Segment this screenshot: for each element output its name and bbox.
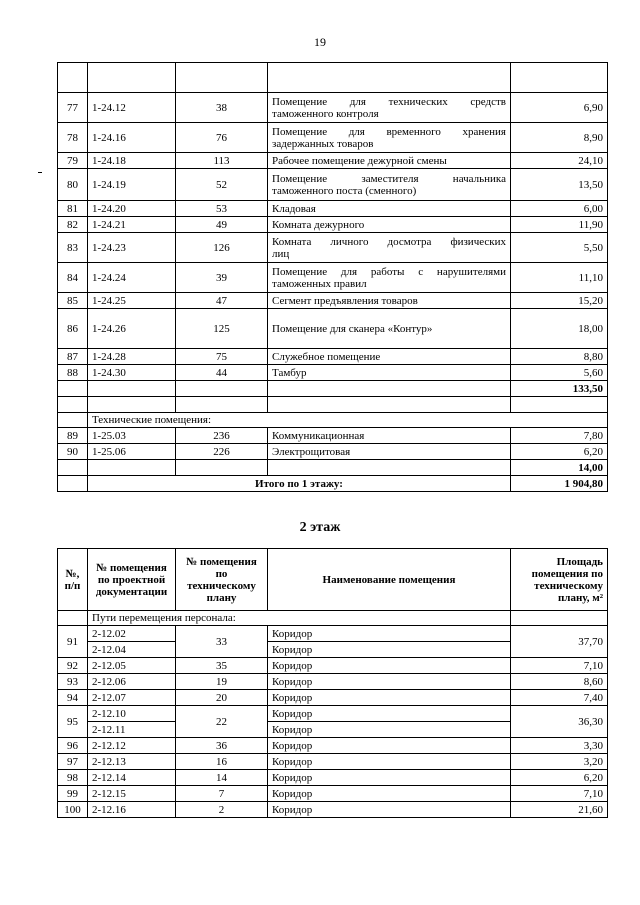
doc-room-number: 2-12.04 [88,642,176,658]
table-row [58,706,608,722]
total-label: Итого по 1 этажу: [88,476,511,492]
row-number: 77 [58,93,88,123]
room-area: 11,10 [511,263,608,293]
room-name-line: Комната личного досмотра физических [272,235,506,248]
row-number: 83 [58,233,88,263]
row-number: 97 [58,754,88,770]
tech-room-number: 125 [176,309,268,349]
empty-cell [58,381,88,397]
doc-room-number: 1-24.24 [88,263,176,293]
room-name [268,233,511,263]
row-number: 89 [58,428,88,444]
table-row [58,309,608,349]
total-value: 1 904,80 [511,476,608,492]
doc-room-number: 2-12.14 [88,770,176,786]
room-area: 11,90 [511,217,608,233]
tech-room-number: 7 [176,786,268,802]
header-tech-number: № помещения по техническому плану [176,549,268,611]
tech-room-number: 236 [176,428,268,444]
room-name: Коридор [268,786,511,802]
row-number: 86 [58,309,88,349]
room-name: Коридор [268,754,511,770]
table-row [58,444,608,460]
room-name: Коридор [268,770,511,786]
doc-room-number: 2-12.06 [88,674,176,690]
table-row [58,153,608,169]
table-row [58,428,608,444]
room-area: 6,00 [511,201,608,217]
doc-room-number: 1-24.19 [88,169,176,201]
subtotal-value: 133,50 [511,381,608,397]
empty-cell [88,460,176,476]
row-number: 78 [58,123,88,153]
room-area: 5,50 [511,233,608,263]
tech-room-number: 35 [176,658,268,674]
floor2-heading: 2 этаж [299,520,341,535]
room-name: Коридор [268,674,511,690]
total-row [58,476,608,492]
doc-room-number: 2-12.10 [88,706,176,722]
table-row [58,754,608,770]
doc-room-number: 1-24.23 [88,233,176,263]
empty-cell [268,63,511,93]
room-name: Коммуникационная [268,428,511,444]
room-name-line: лиц [272,247,290,260]
room-name [268,153,511,169]
empty-cell [58,63,88,93]
room-name-line: задержанных товаров [272,137,374,150]
table-row [58,93,608,123]
room-name: Коридор [268,802,511,818]
row-number: 91 [58,626,88,658]
tech-room-number: 76 [176,123,268,153]
table-row [58,674,608,690]
table-row [58,123,608,153]
room-name-line: Комната дежурного [272,218,365,231]
row-number: 85 [58,293,88,309]
room-area: 7,40 [511,690,608,706]
empty-cell [176,63,268,93]
empty-cell [176,381,268,397]
tech-room-number: 44 [176,365,268,381]
table-row [58,626,608,642]
empty-cell [511,397,608,413]
row-number: 79 [58,153,88,169]
room-name-line: Помещение для работы с нарушителями [272,265,506,278]
room-name: Электрощитовая [268,444,511,460]
room-name: Коридор [268,658,511,674]
room-name [268,365,511,381]
subtotal-row [58,460,608,476]
room-area: 8,60 [511,674,608,690]
room-name-line: таможенного поста (сменного) [272,184,417,197]
room-name: Коридор [268,738,511,754]
tech-room-number: 38 [176,93,268,123]
table-row [58,738,608,754]
empty-cell [58,413,88,428]
room-area: 21,60 [511,802,608,818]
section-label-row [58,611,608,626]
room-name-line: Кладовая [272,202,316,215]
empty-cell [268,397,511,413]
header-number: №, п/п [58,549,88,611]
empty-cell [88,63,176,93]
empty-cell [511,611,608,626]
doc-room-number: 2-12.02 [88,626,176,642]
row-number: 90 [58,444,88,460]
tech-room-number: 36 [176,738,268,754]
room-area: 13,50 [511,169,608,201]
empty-cell [58,397,88,413]
tech-room-number: 52 [176,169,268,201]
room-area: 6,20 [511,444,608,460]
tech-room-number: 16 [176,754,268,770]
table-row [58,349,608,365]
table-row [58,786,608,802]
row-number: 88 [58,365,88,381]
room-area: 6,90 [511,93,608,123]
tech-room-number: 2 [176,802,268,818]
room-name: Коридор [268,642,511,658]
section-label-row [58,413,608,428]
table-row [58,217,608,233]
tech-room-number: 39 [176,263,268,293]
room-name [268,93,511,123]
doc-room-number: 1-24.25 [88,293,176,309]
header-room-name: Наименование помещения [268,549,511,611]
row-number: 96 [58,738,88,754]
room-area: 8,80 [511,349,608,365]
room-name-line: таможенных правил [272,277,367,290]
room-name-line: Служебное помещение [272,350,381,363]
empty-cell [511,63,608,93]
tech-room-number: 75 [176,349,268,365]
doc-room-number: 2-12.05 [88,658,176,674]
room-area: 3,20 [511,754,608,770]
row-number: 92 [58,658,88,674]
room-area: 24,10 [511,153,608,169]
empty-cell [58,460,88,476]
room-area: 37,70 [511,626,608,658]
room-area: 7,80 [511,428,608,444]
tech-room-number: 19 [176,674,268,690]
doc-room-number: 1-24.26 [88,309,176,349]
table-row [58,690,608,706]
section-label: Технические помещения: [88,413,608,428]
room-name: Коридор [268,706,511,722]
tech-room-number: 53 [176,201,268,217]
room-name [268,263,511,293]
row-number: 82 [58,217,88,233]
floor2-table [57,548,608,818]
tech-room-number: 47 [176,293,268,309]
table-row [58,233,608,263]
row-number: 93 [58,674,88,690]
room-name: Коридор [268,626,511,642]
tech-room-number: 33 [176,626,268,658]
room-area: 15,20 [511,293,608,309]
room-name [268,217,511,233]
room-name [268,349,511,365]
row-number: 98 [58,770,88,786]
row-number: 95 [58,706,88,738]
row-number: 81 [58,201,88,217]
doc-room-number: 1-24.18 [88,153,176,169]
tech-room-number: 126 [176,233,268,263]
doc-room-number: 1-25.03 [88,428,176,444]
section-label: Пути перемещения персонала: [88,611,511,626]
room-name [268,123,511,153]
room-name-line: Помещение для временного хранения [272,125,506,138]
row-number: 100 [58,802,88,818]
doc-room-number: 1-25.06 [88,444,176,460]
tech-room-number: 22 [176,706,268,738]
margin-mark [38,172,42,173]
room-area: 7,10 [511,786,608,802]
room-name-line: Тамбур [272,366,307,379]
room-name [268,309,511,349]
table-row [58,201,608,217]
tech-room-number: 14 [176,770,268,786]
doc-room-number: 2-12.11 [88,722,176,738]
empty-cell [176,460,268,476]
row-number: 80 [58,169,88,201]
room-area: 5,60 [511,365,608,381]
room-name: Коридор [268,722,511,738]
tech-room-number: 49 [176,217,268,233]
room-name [268,201,511,217]
tech-room-number: 226 [176,444,268,460]
room-name-line: Помещение для технических средств [272,95,506,108]
header-area: Площадь помещения по техническому плану, м² [511,549,608,611]
doc-room-number: 1-24.12 [88,93,176,123]
tech-room-number: 20 [176,690,268,706]
doc-room-number: 1-24.30 [88,365,176,381]
empty-cell [176,397,268,413]
room-name [268,169,511,201]
table-row [58,263,608,293]
room-area: 8,90 [511,123,608,153]
room-area: 6,20 [511,770,608,786]
empty-cell [58,611,88,626]
header-doc-number: № помещения по проектной документации [88,549,176,611]
tech-room-number: 113 [176,153,268,169]
doc-room-number: 2-12.07 [88,690,176,706]
table-row [58,169,608,201]
empty-cell [268,460,511,476]
table-row [58,658,608,674]
room-area: 36,30 [511,706,608,738]
subtotal-value: 14,00 [511,460,608,476]
doc-room-number: 2-12.16 [88,802,176,818]
table-row [58,802,608,818]
row-number: 94 [58,690,88,706]
doc-room-number: 2-12.15 [88,786,176,802]
floor1-table [57,62,608,492]
empty-header-row [58,63,608,93]
room-name-line: Помещение для сканера «Контур» [272,322,433,335]
empty-cell [268,381,511,397]
doc-room-number: 1-24.28 [88,349,176,365]
table-row [58,770,608,786]
row-number: 99 [58,786,88,802]
doc-room-number: 2-12.12 [88,738,176,754]
room-name: Коридор [268,690,511,706]
row-number: 87 [58,349,88,365]
row-number: 84 [58,263,88,293]
table-row [58,293,608,309]
empty-cell [58,476,88,492]
table-row [58,365,608,381]
doc-room-number: 1-24.21 [88,217,176,233]
doc-room-number: 2-12.13 [88,754,176,770]
subtotal-row [58,381,608,397]
page-number: 19 [314,35,326,49]
room-area: 7,10 [511,658,608,674]
room-name-line: таможенного контроля [272,107,379,120]
empty-cell [88,397,176,413]
room-area: 18,00 [511,309,608,349]
room-name [268,293,511,309]
doc-room-number: 1-24.20 [88,201,176,217]
empty-cell [88,381,176,397]
room-area: 3,30 [511,738,608,754]
room-name-line: Помещение заместителя начальника [272,172,506,185]
doc-room-number: 1-24.16 [88,123,176,153]
room-name-line: Сегмент предъявления товаров [272,294,418,307]
empty-row [58,397,608,413]
room-name-line: Рабочее помещение дежурной смены [272,154,447,167]
